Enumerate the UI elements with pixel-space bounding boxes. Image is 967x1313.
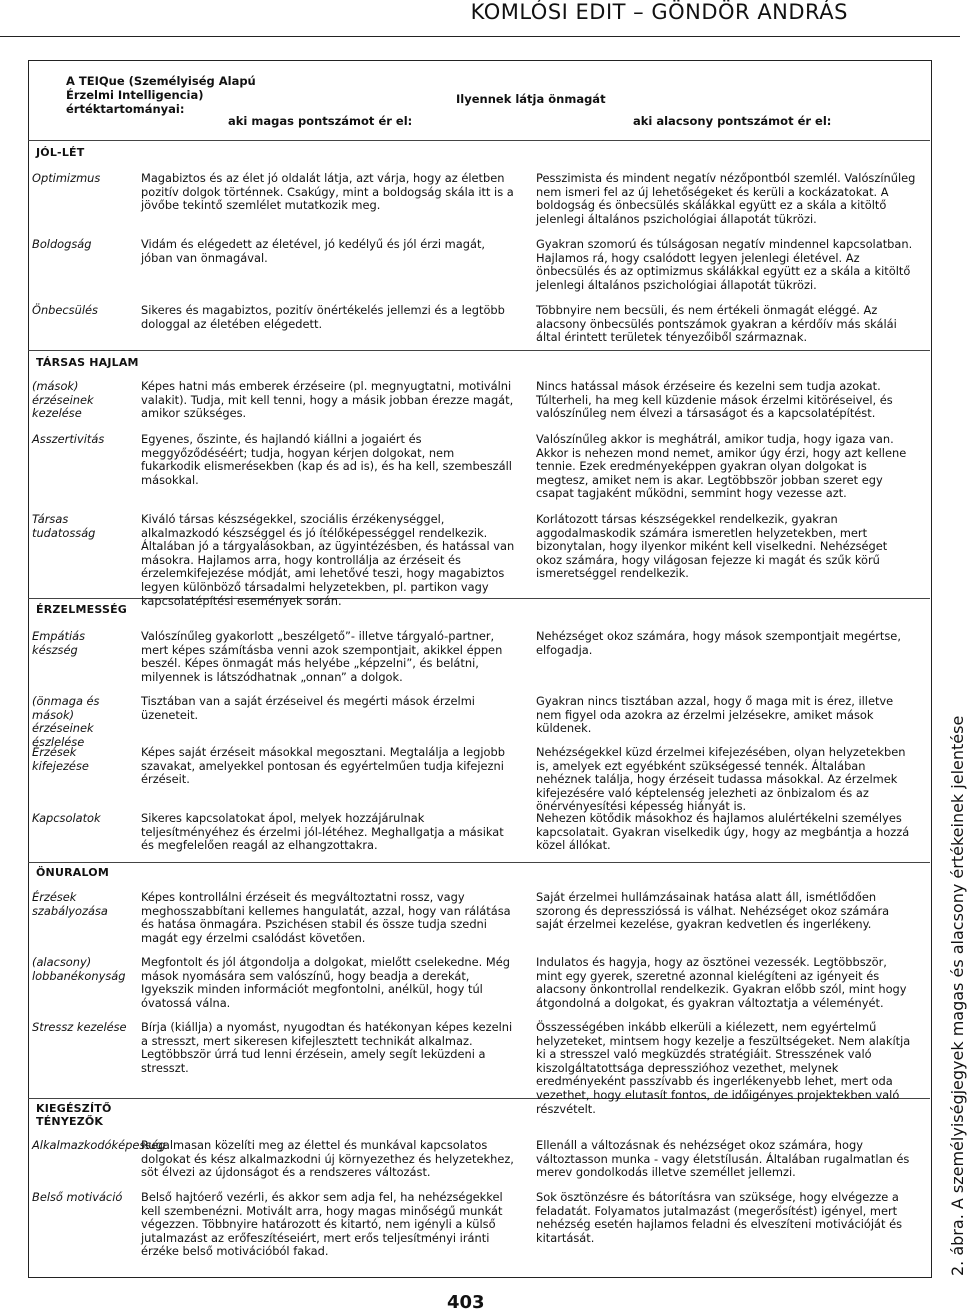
category-rule [28, 350, 930, 351]
facet-label: Érzések kifejezése [32, 745, 89, 773]
table-header-self-view: Ilyennek látja önmagát [456, 92, 606, 106]
high-score-description: Valószínűleg gyakorlott „beszélgető”- illetve tárgyaló-partner, mert képes számításba venni azok szempontjait, akikkel éppen beszél. Képes önmagát más helyébe „képzelni”, és belátni, milyennek is látszódhatnak „onnan” a dolgok. [141, 629, 503, 684]
category-emotionality: ÉRZELMESSÉG [36, 603, 128, 616]
high-score-description: Képes hatni más emberek érzéseire (pl. megnyugtatni, motiválni valakit). Tudja, mit kell tenni, hogy a másik jobban érezze magát, amikor szükséges. [141, 379, 514, 421]
facet-label: Boldogság [32, 237, 92, 251]
category-self-control: ÖNURALOM [36, 866, 109, 879]
header-rule [0, 36, 960, 37]
facet-label: (mások) érzéseinek kezelése [32, 379, 94, 421]
facet-label: Alkalmazkodóképesség [32, 1138, 166, 1152]
high-score-description: Sikeres és magabiztos, pozitív önértékelés jellemzi és a legtöbb dologgal az életében elégedett. [141, 303, 505, 331]
table-header-high: aki magas pontszámot ér el: [228, 114, 413, 128]
high-score-description: Bírja (kiállja) a nyomást, nyugodtan és hatékonyan képes kezelni a stresszt, mert sikeresen kifejlesztett technikát alkalmaz. Legtöbbször úrrá tud lenni érzésein, amely segít leküzdeni a stresszt. [141, 1020, 513, 1075]
facet-label: Érzések szabályozása [32, 890, 108, 918]
facet-label: (alacsony) lobbanékonyság [32, 955, 126, 983]
high-score-description: Egyenes, őszinte, és hajlandó kiállni a jogaiért és meggyőződéséért; tudja, hogyan kérjen dolgokat, nem fukarkodik elismerésekben (kap és ad is), és ha kell, szembeszáll másokkal. [141, 432, 512, 487]
low-score-description: Valószínűleg akkor is meghátrál, amikor tudja, hogy igaza van. Akkor is nehezen mond nemet, amikor úgy érzi, hogy azt kellene tennie. Ezek eredményeképpen gyakran olyan dolgokat is megtesz, amiket nem is akar. Legtöbbször jobban szeret egy csapat tagjaként működni, semmint hogy vezesse azt. [536, 432, 907, 501]
low-score-description: Nehézségekkel küzd érzelmei kifejezésében, olyan helyzetekben is, amelyek ezt egyébként szükségessé tennék. Általában nehéznek találja, hogy érzéseit tudassa másokkal. Az érzelmek kifejezésére való képtelenség jelezheti az önbizalom és az önérvényesítési képesség hiányát is. [536, 745, 906, 814]
facet-label: (önmaga és mások) érzéseinek észlelése [32, 694, 100, 749]
facet-label: Optimizmus [32, 171, 101, 185]
high-score-description: Képes saját érzéseit másokkal megosztani. Megtalálja a legjobb szavakat, amelyekkel pontosan és egyértelműen tudja kifejezni érzéseit. [141, 745, 505, 787]
facet-label: Társas tudatosság [32, 512, 96, 540]
low-score-description: Gyakran nincs tisztában azzal, hogy ő maga mit is érez, illetve nem figyel oda azokra az érzelmi jelzésekre, amiket mások küldenek. [536, 694, 894, 736]
low-score-description: Saját érzelmei hullámzásainak hatása alatt áll, ismétlődően szorong és depresszióssá is válhat. Nehézséget okoz számára saját érzelmei kezelése, gyakran kedvetlen és ingerlékeny. [536, 890, 890, 932]
facet-label: Empátiás készség [32, 629, 86, 657]
low-score-description: Gyakran szomorú és túlságosan negatív mindennel kapcsolatban. Hajlamos rá, hogy csalódott legyen jelenlegi életével. Az önbecsülés és az optimizmus skálákkal együtt ez a skála a kitöltő jelenlegi általános pszichológiai állapotát tükrözi. [536, 237, 913, 292]
table-header-scale: A TEIQue (Személyiség Alapú Érzelmi Intelligencia) értéktartományai: [66, 74, 256, 116]
high-score-description: Megfontolt és jól átgondolja a dolgokat, mielőtt cselekedne. Még mások nyomására sem valószínű, hogy beadja a derekát, Igyekszik minden információt megfontolni, anélkül, hogy túl óvatossá válna. [141, 955, 510, 1010]
low-score-description: Nincs hatással mások érzéseire és kezelni sem tudja azokat. Túlterheli, ha meg kell küzdenie mások érzelmi kitöréseivel, és valószínűleg nem élvezi a társaságot és a kapcsolatépítést. [536, 379, 893, 421]
low-score-description: Nehézséget okoz számára, hogy mások szempontjait megértse, elfogadja. [536, 629, 901, 657]
low-score-description: Összességében inkább elkerüli a kiélezett, nem egyértelmű helyzeteket, mintsem hogy kezelje a feszültségeket. Nem alakítja ki a stresszel való megküzdés stratégiáit. Stresszének való kiszolgáltatottsága depresszióhoz vezethet, melynek eredményeként passzívabb és ingerlékenyebb lehet, mert oda vezethet, hogy elutasít fontos, de időigényes projektekben való részvételt. [536, 1020, 911, 1116]
facet-label: Belső motiváció [32, 1190, 123, 1204]
facet-label: Asszertivitás [32, 432, 105, 446]
low-score-description: Többnyire nem becsüli, és nem értékeli önmagát eléggé. Az alacsony önbecsülés pontszámok gyakran a kérdőív más skálái által érintett területek tényezőiből származnak. [536, 303, 897, 345]
high-score-description: Tisztában van a saját érzéseivel és megérti mások érzelmi üzeneteit. [141, 694, 475, 722]
low-score-description: Ellenáll a változásnak és nehézséget okoz számára, hogy változtasson munka - vagy életstílusán. Általában rugalmatlan és merev gondolkodás illetve személlet jellemzi. [536, 1138, 910, 1180]
low-score-description: Indulatos és hagyja, hogy az ösztönei vezessék. Legtöbbször, mint egy gyerek, szeretné azonnal kielégíteni az igényeit és alacsony önkontrollal rendelkezik. Gyakran előbb szól, mint hogy átgondolná a dolgokat, és gyakran változtatja a véleményét. [536, 955, 907, 1010]
running-head: KOMLÓSI EDIT – GÖNDÖR ANDRÁS [470, 0, 848, 24]
facet-label: Kapcsolatok [32, 811, 101, 825]
low-score-description: Korlátozott társas készségekkel rendelkezik, gyakran aggodalmaskodik számára ismeretlen helyzetekben, mert bizonytalan, hogy ilyenkor miként kell viselkedni. Nehézséget okoz számára, hogy világosan fejezze ki magát és szűk körű ismeretséggel rendelkezik. [536, 512, 888, 581]
high-score-description: Belső hajtóerő vezérli, és akkor sem adja fel, ha nehézségekkel kell szembenézni. Motivált arra, hogy magas minőségű munkát végezzen. Többnyire határozott és kitartó, nem igényli a külső jutalmazást az erőfeszítéseiért, mert erős teljesítményi iránti érzéke belső motivációból fakad. [141, 1190, 503, 1259]
facet-label: Önbecsülés [32, 303, 98, 317]
table-header-low: aki alacsony pontszámot ér el: [633, 114, 832, 128]
high-score-description: Rugalmasan közelíti meg az élettel és munkával kapcsolatos dolgokat és kész alkalmazkodni új környezethez és helyzetekhez, söt élvezi az újdonságot és a rendszeres változást. [141, 1138, 514, 1180]
low-score-description: Nehezen kötődik másokhoz és hajlamos alulértékelni személyes kapcsolatait. Gyakran viselkedik úgy, hogy az megbántja a hozzá közel állókat. [536, 811, 910, 853]
category-sociability: TÁRSAS HAJLAM [36, 356, 139, 369]
category-rule [28, 140, 930, 141]
high-score-description: Vidám és elégedett az életével, jó kedélyű és jól érzi magát, jóban van önmagával. [141, 237, 486, 265]
low-score-description: Sok ösztönzésre és bátorításra van szüksége, hogy elvégezze a feladatát. Folyamatos jutalmazást (megerősítést) igényel, mert nehézség esetén hajlamos feladni és elveszíteni motivációját és kitartását. [536, 1190, 903, 1245]
category-rule [28, 862, 930, 863]
high-score-description: Képes kontrollálni érzéseit és megváltoztatni rossz, vagy meghosszabbítani kellemes hangulatát, azzal, hogy van rálátása és hatása önmagára. Pszichésen stabil és össze tudja szedni magát egy érzelmi csalódást követően. [141, 890, 511, 945]
category-auxiliary: KIEGÉSZÍTŐ TÉNYEZŐK [36, 1102, 112, 1128]
category-well-being: JÓL-LÉT [36, 146, 85, 159]
facet-label: Stressz kezelése [32, 1020, 127, 1034]
high-score-description: Kiváló társas készségekkel, szociális érzékenységgel, alkalmazkodó készséggel és jó ítélőképességgel rendelkezik. Általában jó a tárgyalásokban, az ügyintézésben, és hatással van másokra. Hajlamos arra, hogy kontrollálja az érzéseit és érzelemkifejezése módját, ami lehetővé teszi, hogy magabiztos legyen különböző társadalmi helyzetekben, pl. partikon vagy kapcsolatépítési események során. [141, 512, 515, 608]
figure-caption: 2. ábra. A személyiségjegyek magas és alacsony értékeinek jelentése [948, 715, 967, 1276]
low-score-description: Pesszimista és mindent negatív nézőpontból szemlél. Valószínűleg nem ismeri fel az új lehetőségeket és kerüli a kockázatokat. A boldogság és önbecsülés skálákkal együtt ez a skála a kitöltő jelenlegi általános pszichológiai állapotát tükrözi. [536, 171, 916, 226]
high-score-description: Sikeres kapcsolatokat ápol, melyek hozzájárulnak teljesítményéhez és érzelmi jól-létéhez. Meghallgatja a másikat és megfelelően reagál az elhangzottakra. [141, 811, 504, 853]
page-number: 403 [447, 1292, 485, 1313]
high-score-description: Magabiztos és az élet jó oldalát látja, azt várja, hogy az életben pozitív dolgok történnek. Csakúgy, mint a boldogság skála itt is a jövőbe tekintő szemlélet mutatkozik meg. [141, 171, 514, 213]
